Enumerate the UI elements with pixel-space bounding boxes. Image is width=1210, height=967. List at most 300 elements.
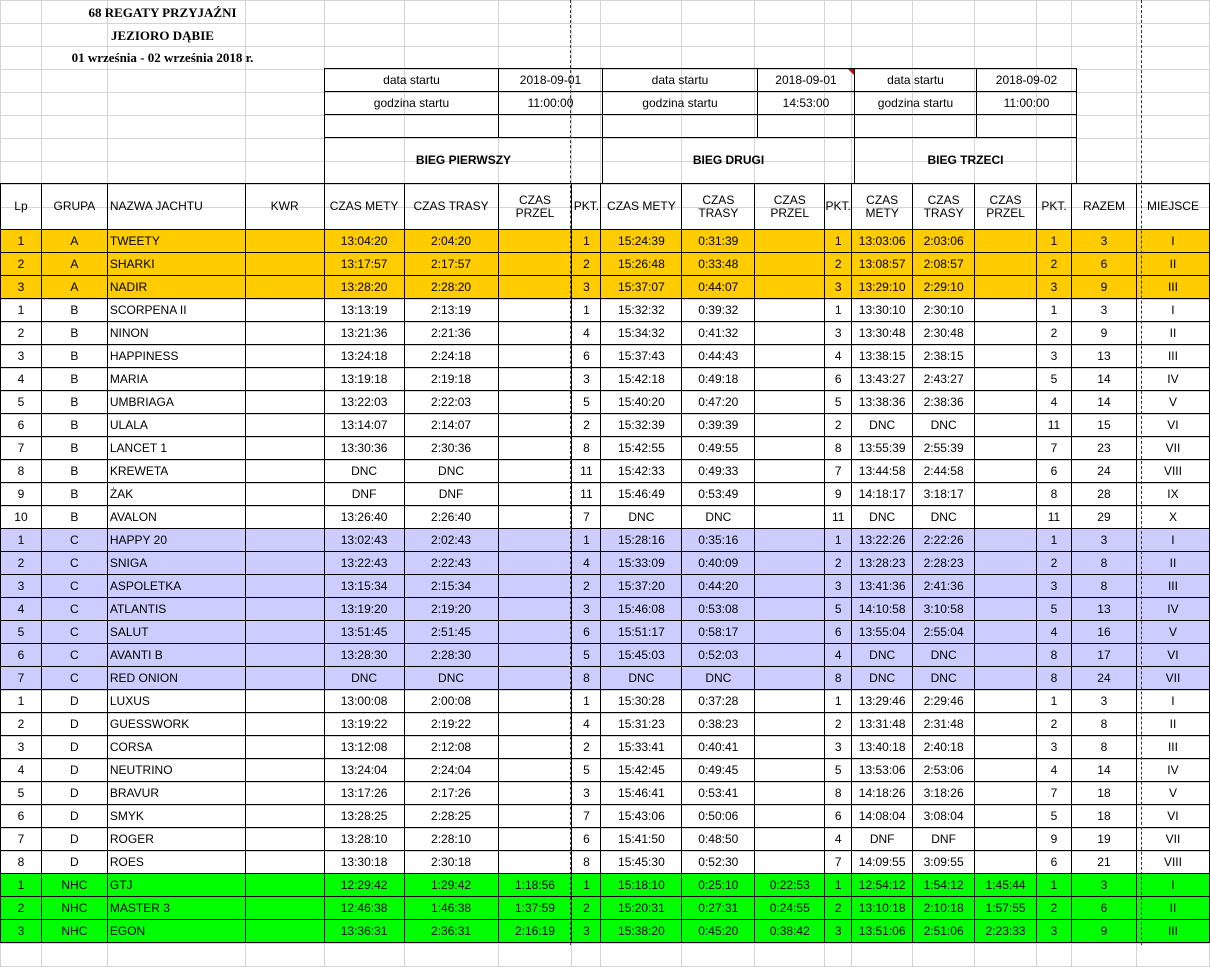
table-cell	[498, 713, 572, 736]
table-cell	[755, 713, 825, 736]
table-cell	[975, 690, 1037, 713]
table-cell	[245, 897, 324, 920]
table-cell: ASPOLETKA	[107, 575, 245, 598]
table-cell: 2	[1, 552, 42, 575]
table-cell	[755, 690, 825, 713]
table-cell	[245, 322, 324, 345]
table-cell: 0:31:39	[682, 230, 755, 253]
table-cell	[498, 368, 572, 391]
table-cell: 6	[1, 644, 42, 667]
table-cell: 5	[1037, 805, 1072, 828]
table-cell: B	[41, 368, 107, 391]
table-cell	[245, 345, 324, 368]
table-cell: 0:40:41	[682, 736, 755, 759]
table-cell: NADIR	[107, 276, 245, 299]
table-row	[1, 897, 1210, 920]
table-cell: B	[41, 391, 107, 414]
table-cell: 15:45:30	[601, 851, 682, 874]
table-cell: 1:29:42	[404, 874, 498, 897]
table-cell: 2:08:57	[913, 253, 975, 276]
table-cell: 15:42:33	[601, 460, 682, 483]
table-cell: 13:17:26	[324, 782, 404, 805]
table-cell: 1:45:44	[975, 874, 1037, 897]
table-cell: 0:52:03	[682, 644, 755, 667]
table-cell: 2:12:08	[404, 736, 498, 759]
table-cell: 3	[1, 276, 42, 299]
table-row	[1, 713, 1210, 736]
table-cell: 7	[1, 437, 42, 460]
table-cell: 1	[1, 874, 42, 897]
table-cell: 0:33:48	[682, 253, 755, 276]
table-cell: 3	[825, 276, 852, 299]
table-cell: VIII	[1136, 460, 1209, 483]
table-cell: 2	[825, 713, 852, 736]
table-cell: 0:49:55	[682, 437, 755, 460]
table-cell: 2:10:18	[913, 897, 975, 920]
table-cell	[975, 368, 1037, 391]
table-cell: 2	[1037, 552, 1072, 575]
col-pkt-1: PKT.	[572, 184, 601, 230]
table-cell: 2:26:40	[404, 506, 498, 529]
table-cell: 2:02:43	[404, 529, 498, 552]
table-cell: 4	[1037, 621, 1072, 644]
table-cell: 13:29:10	[852, 276, 913, 299]
table-cell: LANCET 1	[107, 437, 245, 460]
table-cell: 2:22:43	[404, 552, 498, 575]
table-cell: III	[1136, 920, 1209, 943]
lake-title: JEZIORO DĄBIE	[111, 28, 214, 43]
table-cell: D	[41, 851, 107, 874]
table-cell: GUESSWORK	[107, 713, 245, 736]
table-cell	[498, 529, 572, 552]
table-cell	[975, 736, 1037, 759]
table-cell: 1	[1037, 529, 1072, 552]
table-cell: 2	[572, 575, 601, 598]
table-cell: 2:22:26	[913, 529, 975, 552]
table-cell: 13:43:27	[852, 368, 913, 391]
table-cell: D	[41, 736, 107, 759]
table-cell: 15:33:41	[601, 736, 682, 759]
table-cell: 3:10:58	[913, 598, 975, 621]
table-cell: 13:30:36	[324, 437, 404, 460]
table-cell: 2	[572, 897, 601, 920]
table-cell: 2:15:34	[404, 575, 498, 598]
table-cell: 2	[1, 897, 42, 920]
table-cell: 6	[1071, 253, 1136, 276]
table-cell: 13:12:08	[324, 736, 404, 759]
table-cell: 4	[572, 552, 601, 575]
table-cell: 2:30:48	[913, 322, 975, 345]
table-cell: 8	[825, 782, 852, 805]
table-cell: ULALA	[107, 414, 245, 437]
table-cell: 13:24:04	[324, 759, 404, 782]
table-cell	[975, 782, 1037, 805]
table-cell: 13:04:20	[324, 230, 404, 253]
table-cell: VI	[1136, 805, 1209, 828]
table-cell	[755, 851, 825, 874]
table-cell: IV	[1136, 368, 1209, 391]
table-cell: DNC	[913, 506, 975, 529]
table-cell	[245, 713, 324, 736]
table-cell: UMBRIAGA	[107, 391, 245, 414]
table-cell: 13:22:43	[324, 552, 404, 575]
table-cell	[498, 460, 572, 483]
table-cell	[245, 874, 324, 897]
table-cell	[245, 644, 324, 667]
table-cell: MARIA	[107, 368, 245, 391]
table-cell: 0:49:45	[682, 759, 755, 782]
table-cell: 14	[1071, 391, 1136, 414]
table-cell: DNC	[913, 644, 975, 667]
table-cell	[755, 368, 825, 391]
table-cell: 28	[1071, 483, 1136, 506]
table-cell	[755, 644, 825, 667]
table-cell: 19	[1071, 828, 1136, 851]
table-cell	[245, 851, 324, 874]
table-cell: 13:28:23	[852, 552, 913, 575]
table-cell: 15:37:20	[601, 575, 682, 598]
table-cell: VII	[1136, 828, 1209, 851]
table-cell: 14	[1071, 368, 1136, 391]
page-break-line	[570, 0, 571, 945]
table-cell: C	[41, 644, 107, 667]
table-cell: 2:28:10	[404, 828, 498, 851]
table-cell	[755, 621, 825, 644]
table-row	[1, 460, 1210, 483]
table-cell: B	[41, 322, 107, 345]
table-cell	[245, 368, 324, 391]
table-cell: 15:46:08	[601, 598, 682, 621]
table-cell: 2:29:46	[913, 690, 975, 713]
table-cell: 15:43:06	[601, 805, 682, 828]
race2-heading: BIEG DRUGI	[603, 138, 855, 184]
table-cell: 4	[1, 759, 42, 782]
table-cell: 0:38:42	[755, 920, 825, 943]
table-cell: 11	[1037, 414, 1072, 437]
table-cell: 13:51:45	[324, 621, 404, 644]
table-cell: HAPPINESS	[107, 345, 245, 368]
table-cell: 2	[572, 414, 601, 437]
table-cell: 14:08:04	[852, 805, 913, 828]
table-cell: 2:00:08	[404, 690, 498, 713]
table-cell: 8	[1071, 552, 1136, 575]
table-cell: 6	[1, 414, 42, 437]
race3-date: 2018-09-02	[977, 69, 1077, 92]
table-cell: 13:28:10	[324, 828, 404, 851]
table-cell: 13:08:57	[852, 253, 913, 276]
table-cell: 2:38:36	[913, 391, 975, 414]
table-cell: 2:19:18	[404, 368, 498, 391]
table-cell: 2:36:31	[404, 920, 498, 943]
table-cell: 13:02:43	[324, 529, 404, 552]
table-cell: 0:49:18	[682, 368, 755, 391]
table-cell: 0:44:20	[682, 575, 755, 598]
table-cell: 1	[1037, 299, 1072, 322]
table-cell: 2	[825, 253, 852, 276]
table-cell: NHC	[41, 897, 107, 920]
table-cell: 13:10:18	[852, 897, 913, 920]
table-cell: 3:18:26	[913, 782, 975, 805]
table-row	[1, 621, 1210, 644]
table-cell: 3	[572, 276, 601, 299]
table-cell: 2:24:04	[404, 759, 498, 782]
table-cell: 18	[1071, 782, 1136, 805]
table-cell: 9	[1071, 920, 1136, 943]
table-cell: 0:52:30	[682, 851, 755, 874]
table-cell: 13:38:15	[852, 345, 913, 368]
table-cell	[498, 253, 572, 276]
table-cell: 2:03:06	[913, 230, 975, 253]
table-cell: 2	[1, 713, 42, 736]
table-cell	[498, 598, 572, 621]
table-cell	[245, 230, 324, 253]
table-cell: 2:29:10	[913, 276, 975, 299]
table-cell	[498, 299, 572, 322]
table-row	[1, 483, 1210, 506]
table-row	[1, 230, 1210, 253]
table-cell: I	[1136, 874, 1209, 897]
table-cell: 13:55:04	[852, 621, 913, 644]
table-cell: 13	[1071, 598, 1136, 621]
table-cell: III	[1136, 575, 1209, 598]
table-cell: GTJ	[107, 874, 245, 897]
table-cell: 3	[825, 322, 852, 345]
table-cell: 2:30:10	[913, 299, 975, 322]
table-cell: C	[41, 575, 107, 598]
table-cell: 7	[825, 460, 852, 483]
table-row	[1, 529, 1210, 552]
table-cell	[975, 759, 1037, 782]
table-cell: 16	[1071, 621, 1136, 644]
table-cell	[245, 299, 324, 322]
table-cell: MASTER 3	[107, 897, 245, 920]
table-cell: HAPPY 20	[107, 529, 245, 552]
table-cell: 3	[1, 575, 42, 598]
table-cell	[975, 529, 1037, 552]
table-cell: 15:28:16	[601, 529, 682, 552]
race3-time: 11:00:00	[977, 92, 1077, 115]
table-cell: 1	[572, 874, 601, 897]
table-cell	[245, 667, 324, 690]
table-cell: 3	[1037, 276, 1072, 299]
table-cell: ROES	[107, 851, 245, 874]
table-cell	[498, 759, 572, 782]
table-cell: 13:17:57	[324, 253, 404, 276]
table-cell: 13:28:20	[324, 276, 404, 299]
table-cell: 2:04:20	[404, 230, 498, 253]
col-lp: Lp	[1, 184, 42, 230]
start-info-table	[324, 68, 1077, 138]
table-cell: 1:18:56	[498, 874, 572, 897]
table-cell: 0:39:32	[682, 299, 755, 322]
race2-time: 14:53:00	[758, 92, 855, 115]
table-cell: 5	[1, 782, 42, 805]
table-cell: 2:19:22	[404, 713, 498, 736]
table-cell: 1	[825, 874, 852, 897]
table-cell: NHC	[41, 920, 107, 943]
table-cell: 0:22:53	[755, 874, 825, 897]
table-row	[1, 828, 1210, 851]
table-cell: 2:24:18	[404, 345, 498, 368]
table-cell	[755, 299, 825, 322]
table-cell	[755, 414, 825, 437]
table-cell	[498, 690, 572, 713]
table-row	[1, 368, 1210, 391]
table-cell: 4	[572, 713, 601, 736]
table-row	[1, 414, 1210, 437]
table-cell: 7	[825, 851, 852, 874]
table-cell: 2:55:04	[913, 621, 975, 644]
table-cell: 3	[1037, 920, 1072, 943]
table-cell: 13:30:10	[852, 299, 913, 322]
table-cell: 2	[1037, 713, 1072, 736]
table-cell: 1	[825, 690, 852, 713]
col-czas-mety-1: CZAS METY	[324, 184, 404, 230]
table-cell: 6	[825, 805, 852, 828]
table-row	[1, 667, 1210, 690]
table-row	[1, 391, 1210, 414]
table-cell	[498, 322, 572, 345]
table-cell: V	[1136, 621, 1209, 644]
table-cell: 5	[572, 644, 601, 667]
table-cell: 15:32:39	[601, 414, 682, 437]
table-cell	[755, 575, 825, 598]
table-cell: B	[41, 460, 107, 483]
table-cell: 4	[825, 345, 852, 368]
table-cell: 14:09:55	[852, 851, 913, 874]
table-cell	[498, 414, 572, 437]
table-cell: C	[41, 598, 107, 621]
table-cell: 3	[1, 920, 42, 943]
table-cell	[498, 276, 572, 299]
table-cell	[755, 552, 825, 575]
table-cell: 8	[1, 851, 42, 874]
table-cell: 5	[1037, 368, 1072, 391]
table-cell	[975, 483, 1037, 506]
table-cell	[245, 253, 324, 276]
table-cell	[975, 552, 1037, 575]
table-cell	[498, 736, 572, 759]
table-cell: DNC	[913, 414, 975, 437]
table-cell: 15:32:32	[601, 299, 682, 322]
table-cell: 4	[572, 322, 601, 345]
table-cell: 0:40:09	[682, 552, 755, 575]
table-cell: 15:42:55	[601, 437, 682, 460]
table-cell: 8	[572, 851, 601, 874]
table-cell: 3:18:17	[913, 483, 975, 506]
table-cell: 15:34:32	[601, 322, 682, 345]
table-cell	[245, 529, 324, 552]
table-cell: 9	[1037, 828, 1072, 851]
table-cell: 3	[1071, 230, 1136, 253]
table-cell: 8	[1037, 644, 1072, 667]
table-cell: 2:55:39	[913, 437, 975, 460]
table-cell: 13:55:39	[852, 437, 913, 460]
table-cell: 6	[1071, 897, 1136, 920]
table-cell: 13:36:31	[324, 920, 404, 943]
table-cell: 3	[572, 598, 601, 621]
table-row	[1, 920, 1210, 943]
table-cell: 15:41:50	[601, 828, 682, 851]
table-cell: VI	[1136, 644, 1209, 667]
table-cell	[975, 414, 1037, 437]
col-czas-trasy-1: CZAS TRASY	[404, 184, 498, 230]
table-cell: 4	[825, 644, 852, 667]
table-cell	[975, 391, 1037, 414]
table-cell: 13:31:48	[852, 713, 913, 736]
table-cell: ROGER	[107, 828, 245, 851]
table-cell: 8	[1071, 736, 1136, 759]
table-cell: 2:17:26	[404, 782, 498, 805]
table-cell: A	[41, 230, 107, 253]
table-cell: 6	[1037, 851, 1072, 874]
table-cell: EGON	[107, 920, 245, 943]
table-cell: DNC	[324, 460, 404, 483]
table-cell: D	[41, 759, 107, 782]
table-cell: 15:46:49	[601, 483, 682, 506]
table-cell: 9	[825, 483, 852, 506]
table-cell: 15	[1071, 414, 1136, 437]
col-razem: RAZEM	[1071, 184, 1136, 230]
table-cell: DNC	[852, 506, 913, 529]
table-cell: 23	[1071, 437, 1136, 460]
table-cell: II	[1136, 552, 1209, 575]
table-cell	[498, 575, 572, 598]
table-cell: I	[1136, 230, 1209, 253]
table-cell: 0:58:17	[682, 621, 755, 644]
table-cell: 13:19:20	[324, 598, 404, 621]
table-cell: 12:46:38	[324, 897, 404, 920]
table-cell	[755, 230, 825, 253]
table-cell: 6	[1, 805, 42, 828]
table-cell: 15:46:41	[601, 782, 682, 805]
table-cell: 8	[1071, 713, 1136, 736]
table-row	[1, 322, 1210, 345]
table-cell: NINON	[107, 322, 245, 345]
table-cell: 1	[1, 299, 42, 322]
table-cell	[975, 253, 1037, 276]
table-row	[1, 276, 1210, 299]
table-cell	[975, 460, 1037, 483]
table-cell: 4	[1, 598, 42, 621]
table-cell	[755, 736, 825, 759]
table-cell: DNF	[852, 828, 913, 851]
table-cell: 1:54:12	[913, 874, 975, 897]
table-cell: 13:41:36	[852, 575, 913, 598]
table-cell	[975, 506, 1037, 529]
table-cell: 3	[1, 345, 42, 368]
table-cell: 29	[1071, 506, 1136, 529]
table-cell: SMYK	[107, 805, 245, 828]
table-cell: 3:08:04	[913, 805, 975, 828]
table-cell: 21	[1071, 851, 1136, 874]
table-cell: 3	[572, 782, 601, 805]
table-cell	[755, 253, 825, 276]
table-cell: 2:30:36	[404, 437, 498, 460]
table-cell: 5	[1037, 598, 1072, 621]
table-row	[1, 299, 1210, 322]
table-cell: 2:22:03	[404, 391, 498, 414]
table-cell: 5	[825, 391, 852, 414]
table-cell: 0:44:07	[682, 276, 755, 299]
table-cell: 9	[1, 483, 42, 506]
table-cell	[498, 644, 572, 667]
table-cell: 2:43:27	[913, 368, 975, 391]
table-cell: IX	[1136, 483, 1209, 506]
table-cell: SALUT	[107, 621, 245, 644]
table-cell	[245, 621, 324, 644]
table-cell: 2:17:57	[404, 253, 498, 276]
